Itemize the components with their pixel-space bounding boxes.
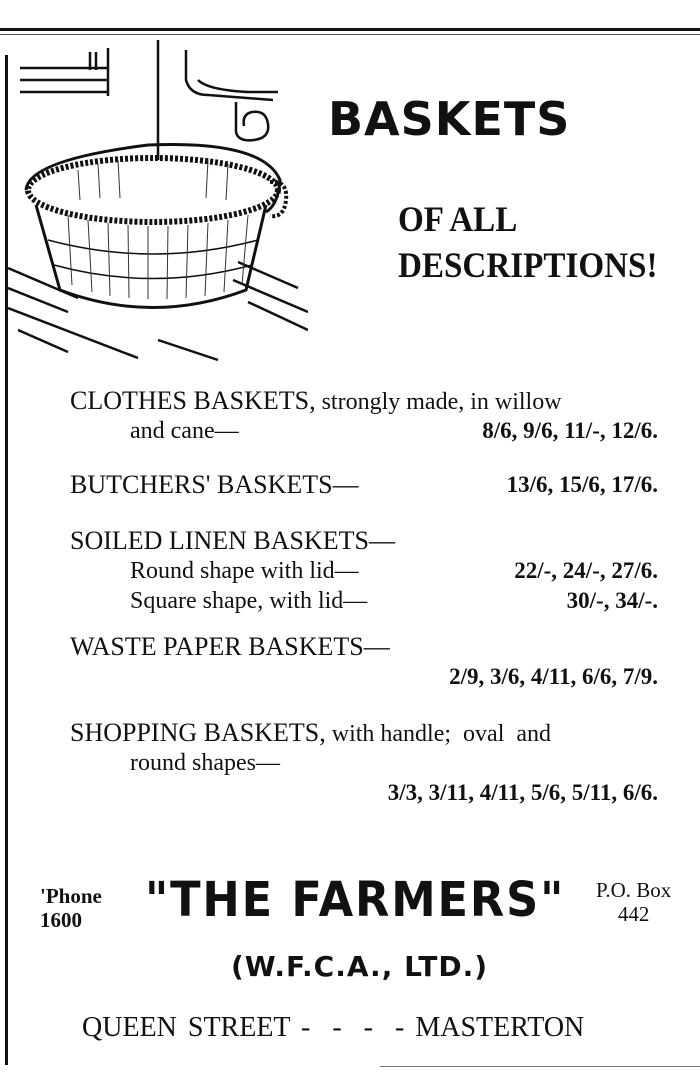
phone-number: 1600 [40, 908, 82, 932]
round-shape-label: Round shape with lid— [130, 558, 359, 584]
item-prices: 3/3, 3/11, 4/11, 5/6, 5/11, 6/6. [387, 780, 658, 805]
pobox-label: P.O. Box [596, 878, 672, 902]
item-prices: 2/9, 3/6, 4/11, 6/6, 7/9. [449, 664, 658, 689]
square-shape-prices: 30/-, 34/-. [566, 588, 658, 613]
phone-block [40, 884, 102, 932]
item-description: with handle; oval and [331, 721, 552, 747]
item-waste-paper-baskets [70, 632, 658, 692]
item-prices: 13/6, 15/6, 17/6. [506, 472, 658, 497]
item-butchers-baskets [70, 470, 658, 500]
pobox-block [596, 878, 671, 926]
brand-name: "THE FARMERS" [145, 872, 566, 928]
item-shopping-baskets [70, 718, 658, 808]
round-shape-prices: 22/-, 24/-, 27/6. [514, 558, 658, 583]
item-name: WASTE PAPER BASKETS— [70, 632, 390, 661]
subtitle-line-1: OF ALL [398, 199, 518, 239]
phone-label: 'Phone [40, 884, 102, 908]
item-soiled-linen-baskets [70, 526, 658, 616]
top-border-thin [0, 34, 700, 35]
address [82, 1012, 584, 1044]
item-name: SOILED LINEN BASKETS— [70, 526, 395, 555]
company-name: (W.F.C.A., LTD.) [231, 950, 489, 983]
laundry-basket-illustration [8, 40, 308, 370]
subtitle-line-2: DESCRIPTIONS! [398, 245, 658, 285]
item-name: SHOPPING BASKETS, [70, 718, 326, 747]
item-description-cont: and cane— [130, 418, 239, 444]
pobox-number: 442 [617, 902, 650, 926]
item-clothes-baskets [70, 386, 658, 446]
item-name: CLOTHES BASKETS, [70, 386, 316, 415]
item-prices: 8/6, 9/6, 11/-, 12/6. [482, 418, 658, 443]
item-name: BUTCHERS' BASKETS— [70, 470, 359, 499]
top-border [0, 28, 700, 31]
address-street: QUEEN STREET [82, 1012, 291, 1043]
item-description: strongly made, in willow [321, 389, 562, 415]
bottom-border [380, 1066, 700, 1067]
item-description-cont: round shapes— [130, 750, 280, 776]
headline-subtitle [398, 196, 657, 288]
square-shape-label: Square shape, with lid— [130, 588, 368, 614]
address-town: MASTERTON [415, 1012, 585, 1043]
address-dashes: - - - - [290, 1012, 416, 1043]
headline-title: BASKETS [328, 92, 571, 146]
